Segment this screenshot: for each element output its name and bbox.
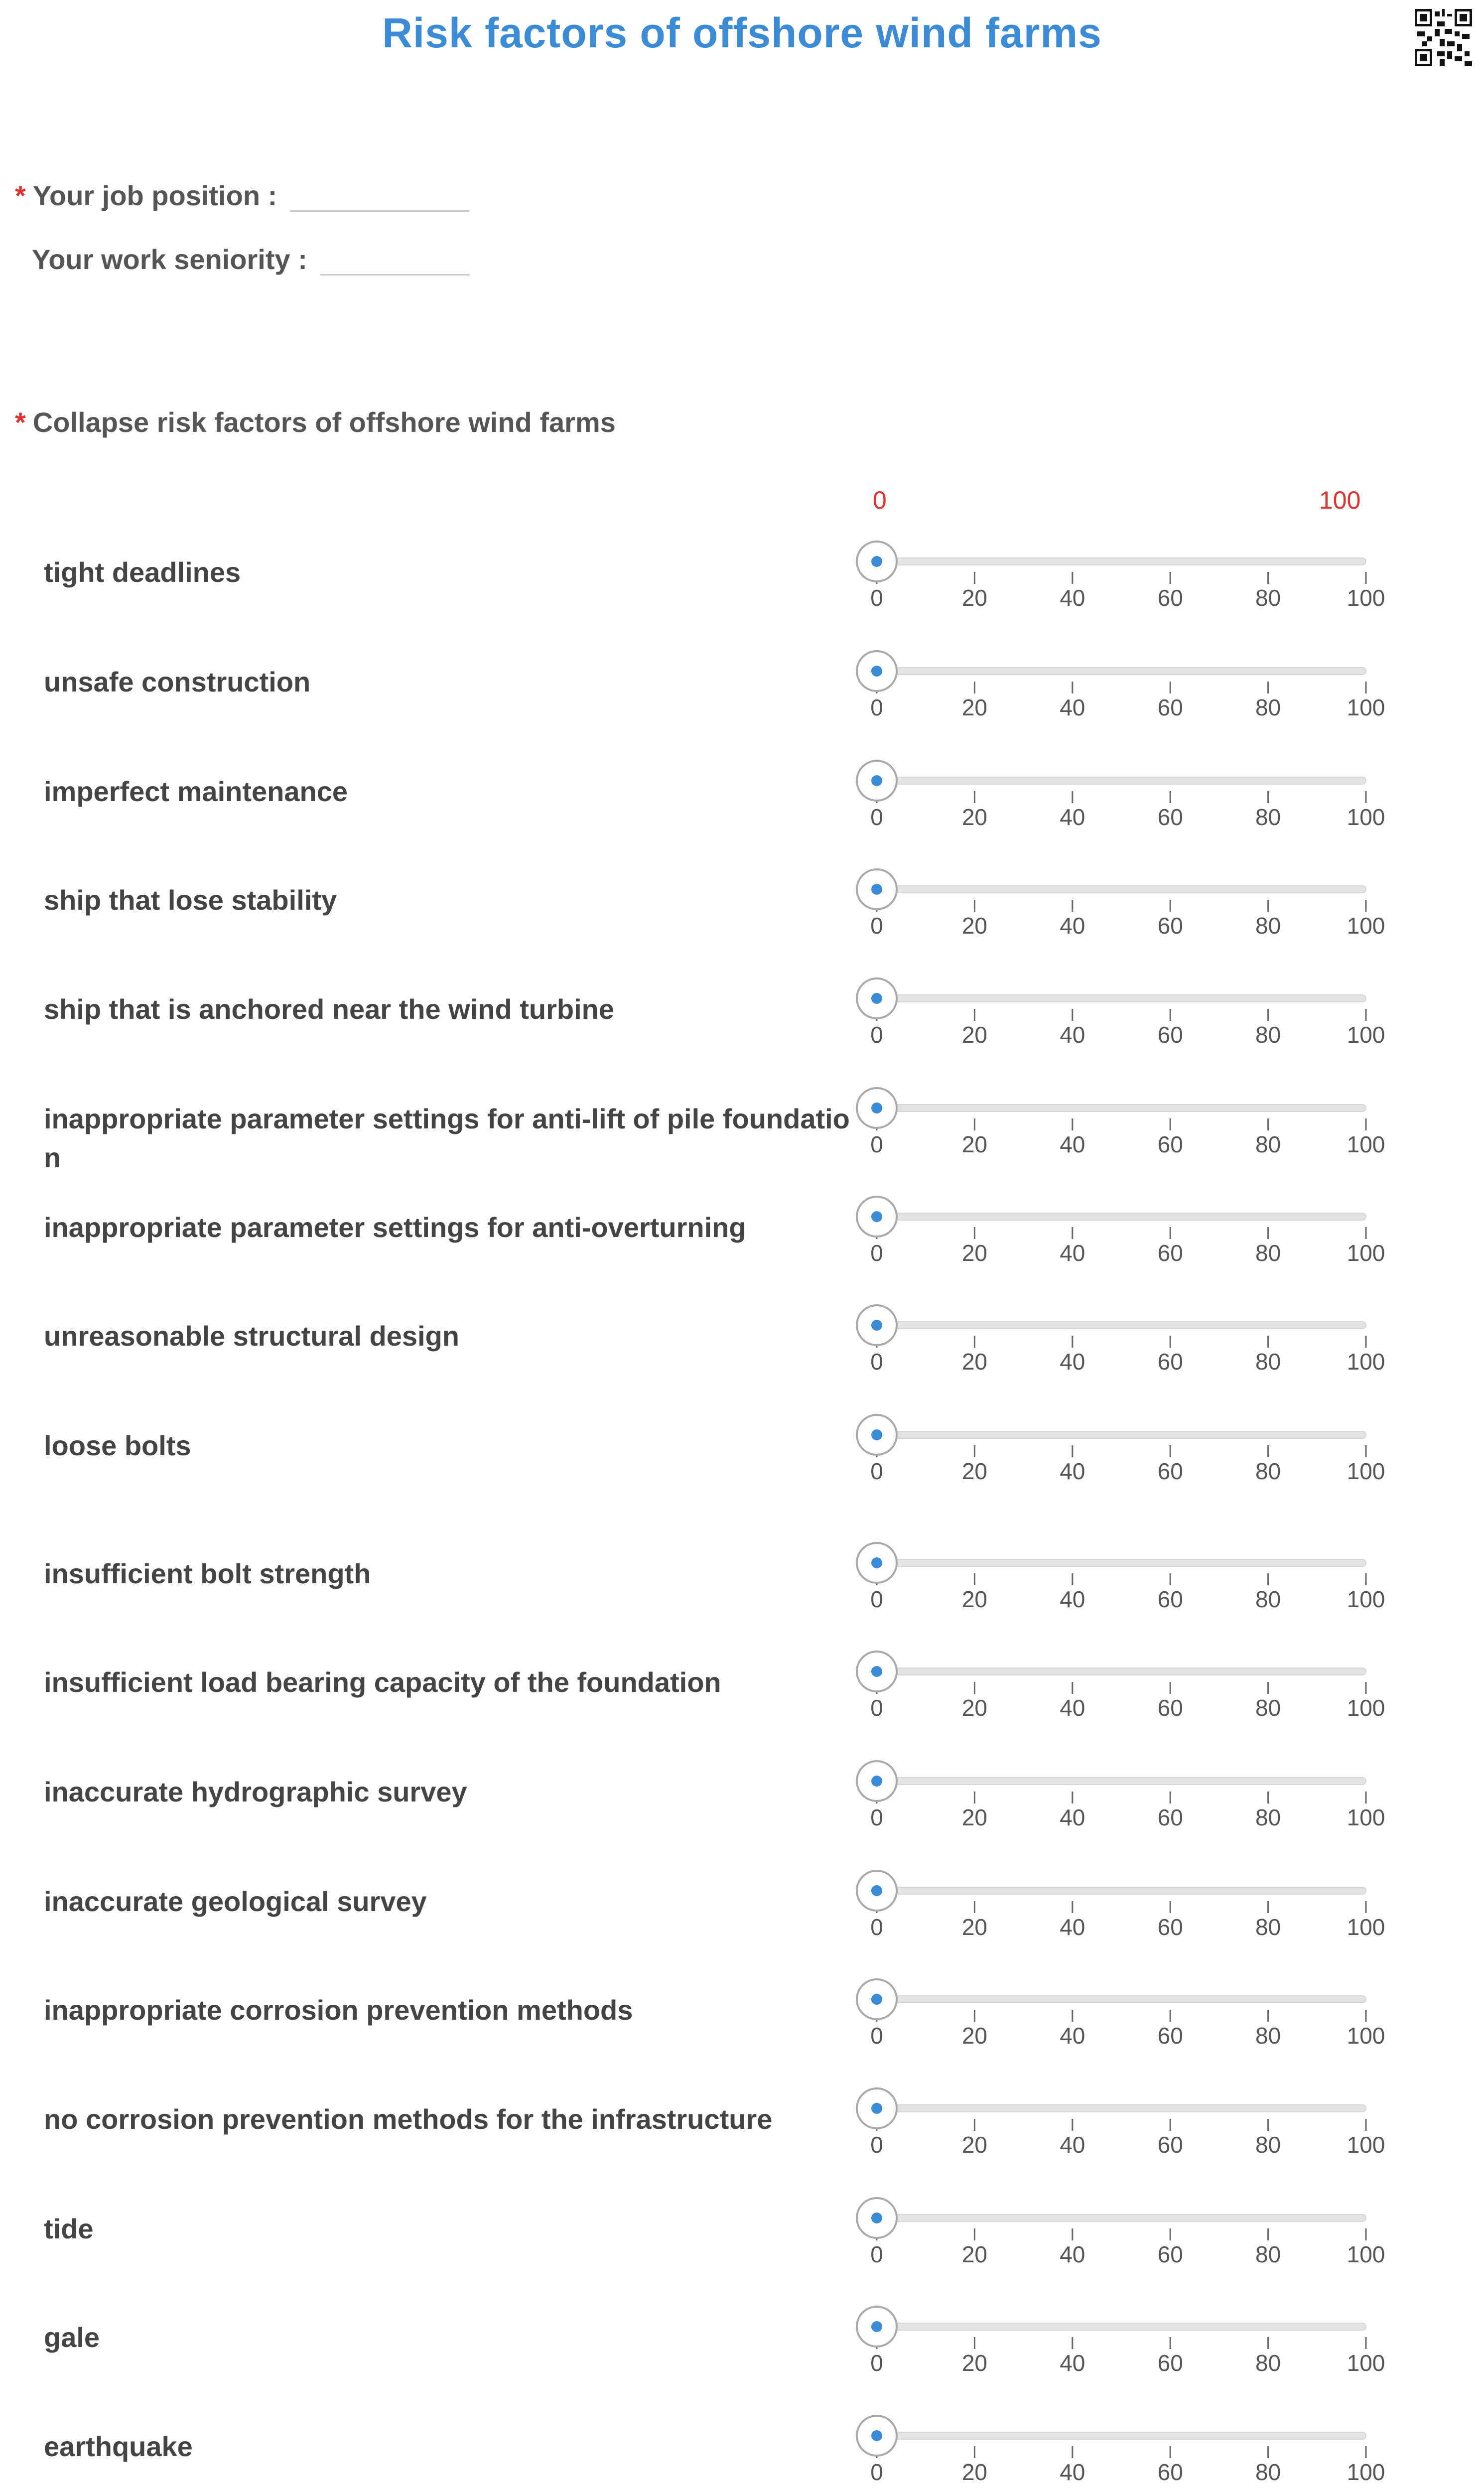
slider-tick-label: 100 [1347,1586,1385,1612]
slider-tick-label: 40 [1060,2241,1085,2267]
slider-tick-label: 0 [870,1914,883,1940]
slider-tick-label: 20 [961,2459,987,2485]
slider-handle-dot [871,1320,882,1331]
slider-tick-label: 40 [1060,694,1085,720]
slider-tick-label: 80 [1255,2023,1281,2049]
slider-tick-label: 60 [1157,1804,1183,1830]
risk-slider[interactable] [858,2417,1406,2491]
slider-tick-label: 0 [870,2350,883,2376]
risk-factor-label: tight deadlines [44,556,241,588]
slider-handle-dot [871,993,882,1004]
slider-tick-label: 100 [1347,1131,1385,1157]
slider-tick-label: 100 [1347,1914,1385,1940]
slider-track [877,1996,1366,2003]
slider-tick-label: 20 [961,694,987,720]
range-max-label: 100 [1319,486,1361,514]
slider-tick-label: 80 [1255,913,1281,939]
risk-slider[interactable] [858,1544,1406,1619]
slider-tick-label: 60 [1157,2023,1183,2049]
slider-track [877,1887,1366,1894]
slider-tick-label: 20 [961,1804,987,1830]
slider-tick-label: 80 [1255,2241,1281,2267]
slider-tick-label: 40 [1060,1695,1085,1721]
slider-track [877,1559,1366,1566]
risk-slider[interactable] [858,2308,1406,2383]
risk-factor-label: unsafe construction [44,666,311,697]
job-position-input[interactable] [290,180,469,212]
slider-tick-label: 100 [1347,2459,1385,2485]
slider-handle-dot [871,666,882,677]
slider-handle-dot [871,1885,882,1896]
risk-factor-label: no corrosion prevention methods for the infrastructure [44,2103,773,2135]
slider-tick-label: 20 [961,2350,987,2376]
slider-handle-dot [871,556,882,567]
slider-tick-label: 60 [1157,1914,1183,1940]
slider-tick-label: 0 [870,2023,883,2049]
slider-tick-label: 60 [1157,1240,1183,1266]
risk-slider[interactable] [858,543,1406,618]
work-seniority-field-row [15,243,470,276]
risk-factor-label: unreasonable structural design [44,1320,459,1352]
slider-handle-dot [871,1557,882,1568]
slider-handle-dot [871,1103,882,1113]
slider-tick-label: 20 [961,2132,987,2158]
slider-tick-label: 100 [1347,2132,1385,2158]
slider-handle-dot [871,1776,882,1787]
slider-tick-label: 80 [1255,1458,1281,1484]
slider-track [877,777,1366,784]
slider-tick-label: 0 [870,1240,883,1266]
slider-tick-label: 20 [961,1586,987,1612]
risk-slider[interactable] [858,653,1406,727]
slider-tick-label: 100 [1347,1240,1385,1266]
section-title [15,406,616,438]
risk-factor-label: inaccurate hydrographic survey [44,1776,467,1807]
slider-tick-label: 80 [1255,1131,1281,1157]
slider-tick-label: 40 [1060,1458,1085,1484]
risk-slider[interactable] [858,980,1406,1055]
slider-track [877,995,1366,1002]
risk-slider[interactable] [858,1416,1406,1491]
slider-tick-label: 40 [1060,1022,1085,1048]
slider-track [877,2214,1366,2221]
risk-factor-label: inappropriate corrosion prevention methods [44,1994,633,2026]
risk-slider[interactable] [858,1981,1406,2056]
slider-track [877,1668,1366,1675]
slider-tick-label: 80 [1255,1022,1281,1048]
slider-tick-label: 20 [961,2241,987,2267]
slider-handle-dot [871,2321,882,2332]
slider-tick-label: 20 [961,804,987,830]
slider-track [877,2323,1366,2330]
slider-tick-label: 100 [1347,694,1385,720]
slider-tick-label: 20 [961,1695,987,1721]
slider-tick-label: 40 [1060,585,1085,611]
required-asterisk: * [15,180,26,211]
slider-handle-dot [871,1429,882,1440]
work-seniority-input[interactable] [320,244,470,276]
slider-tick-label: 60 [1157,585,1183,611]
slider-handle-dot [871,2213,882,2223]
slider-tick-label: 80 [1255,1914,1281,1940]
slider-handle-dot [871,775,882,786]
slider-handle-dot [871,2430,882,2441]
slider-tick-label: 20 [961,585,987,611]
slider-tick-label: 100 [1347,1022,1385,1048]
slider-track [877,2105,1366,2112]
risk-slider[interactable] [858,762,1406,837]
slider-tick-label: 40 [1060,1804,1085,1830]
slider-tick-label: 60 [1157,2350,1183,2376]
slider-tick-label: 100 [1347,1349,1385,1375]
slider-tick-label: 100 [1347,585,1385,611]
slider-handle-dot [871,1666,882,1677]
slider-tick-label: 60 [1157,1586,1183,1612]
risk-slider[interactable] [858,1198,1406,1273]
slider-tick-label: 100 [1347,1804,1385,1830]
slider-track [877,1431,1366,1438]
risk-factor-label: earthquake [44,2431,193,2462]
slider-track [877,1322,1366,1329]
risk-factor-label: inappropriate parameter settings for anti-lift of pile foundation [44,1103,850,1173]
slider-tick-label: 80 [1255,1240,1281,1266]
slider-track [877,886,1366,893]
slider-track [877,1778,1366,1785]
slider-tick-label: 0 [870,1695,883,1721]
slider-track [877,1213,1366,1220]
slider-tick-label: 60 [1157,1022,1183,1048]
slider-handle-dot [871,1994,882,2005]
slider-tick-label: 0 [870,1131,883,1157]
slider-tick-label: 80 [1255,2459,1281,2485]
slider-tick-label: 0 [870,694,883,720]
slider-tick-label: 100 [1347,2350,1385,2376]
slider-tick-label: 20 [961,1914,987,1940]
risk-factor-label: ship that lose stability [44,884,337,916]
slider-tick-label: 20 [961,913,987,939]
slider-tick-label: 40 [1060,1586,1085,1612]
slider-tick-label: 100 [1347,2241,1385,2267]
slider-tick-label: 0 [870,1022,883,1048]
slider-tick-label: 0 [870,1586,883,1612]
slider-tick-label: 40 [1060,2459,1085,2485]
slider-tick-label: 20 [961,1022,987,1048]
slider-tick-label: 40 [1060,1240,1085,1266]
page-title: Risk factors of offshore wind farms [382,9,1102,56]
slider-tick-label: 0 [870,913,883,939]
slider-tick-label: 40 [1060,1131,1085,1157]
slider-handle-dot [871,1211,882,1222]
risk-factor-label: insufficient bolt strength [44,1558,371,1589]
risk-factor-label: inappropriate parameter settings for anti-overturning [44,1212,746,1243]
risk-factor-label: insufficient load bearing capacity of the foundation [44,1666,721,1698]
slider-tick-label: 20 [961,1349,987,1375]
risk-slider[interactable] [858,1653,1406,1728]
slider-handle-dot [871,884,882,895]
job-position-field-row [15,179,469,212]
required-asterisk: * [15,407,26,438]
risk-slider[interactable] [858,1090,1406,1164]
slider-tick-label: 0 [870,2241,883,2267]
range-min-label: 0 [873,486,887,514]
risk-slider[interactable] [858,1307,1406,1382]
slider-tick-label: 60 [1157,694,1183,720]
slider-track [877,558,1366,565]
risk-factor-label: imperfect maintenance [44,776,348,807]
slider-tick-label: 60 [1157,913,1183,939]
section-title-text: Collapse risk factors of offshore wind farms [32,407,616,438]
slider-tick-label: 0 [870,585,883,611]
slider-tick-label: 40 [1060,913,1085,939]
slider-tick-label: 100 [1347,913,1385,939]
slider-tick-label: 0 [870,1458,883,1484]
slider-tick-label: 40 [1060,1349,1085,1375]
slider-tick-label: 80 [1255,1349,1281,1375]
risk-slider[interactable] [858,871,1406,946]
qr-code-icon [1415,9,1472,66]
slider-track [877,668,1366,675]
slider-track [877,2432,1366,2439]
slider-tick-label: 0 [870,2132,883,2158]
slider-tick-label: 80 [1255,2350,1281,2376]
slider-tick-label: 0 [870,804,883,830]
slider-tick-label: 40 [1060,804,1085,830]
slider-tick-label: 60 [1157,804,1183,830]
slider-tick-label: 60 [1157,2132,1183,2158]
slider-tick-label: 80 [1255,804,1281,830]
work-seniority-label: Your work seniority : [32,244,307,275]
slider-tick-label: 20 [961,1240,987,1266]
slider-tick-label: 20 [961,1131,987,1157]
slider-tick-label: 80 [1255,2132,1281,2158]
slider-tick-label: 80 [1255,694,1281,720]
slider-track [877,1105,1366,1111]
slider-tick-label: 0 [870,1804,883,1830]
risk-slider[interactable] [858,1763,1406,1837]
slider-tick-label: 60 [1157,2241,1183,2267]
slider-tick-label: 80 [1255,1695,1281,1721]
risk-factor-label: gale [44,2322,100,2353]
slider-tick-label: 80 [1255,1804,1281,1830]
risk-factor-label: inaccurate geological survey [44,1886,427,1917]
risk-slider[interactable] [858,1872,1406,1947]
slider-tick-label: 60 [1157,1131,1183,1157]
slider-tick-label: 60 [1157,2459,1183,2485]
slider-tick-label: 80 [1255,585,1281,611]
slider-tick-label: 0 [870,1349,883,1375]
slider-tick-label: 20 [961,1458,987,1484]
slider-tick-label: 100 [1347,804,1385,830]
slider-tick-label: 60 [1157,1695,1183,1721]
risk-slider[interactable] [858,2200,1406,2274]
risk-factor-label: tide [44,2213,94,2244]
slider-tick-label: 80 [1255,1586,1281,1612]
slider-tick-label: 60 [1157,1458,1183,1484]
slider-tick-label: 100 [1347,1458,1385,1484]
risk-factor-label: loose bolts [44,1430,191,1461]
slider-tick-label: 40 [1060,2023,1085,2049]
slider-tick-label: 40 [1060,2350,1085,2376]
slider-tick-label: 100 [1347,1695,1385,1721]
slider-tick-label: 60 [1157,1349,1183,1375]
slider-tick-label: 100 [1347,2023,1385,2049]
slider-tick-label: 20 [961,2023,987,2049]
risk-slider[interactable] [858,2090,1406,2165]
slider-tick-label: 40 [1060,2132,1085,2158]
slider-tick-label: 0 [870,2459,883,2485]
job-position-label: Your job position : [32,180,277,211]
slider-tick-label: 40 [1060,1914,1085,1940]
slider-handle-dot [871,2103,882,2114]
risk-factor-label: ship that is anchored near the wind turbine [44,993,615,1025]
